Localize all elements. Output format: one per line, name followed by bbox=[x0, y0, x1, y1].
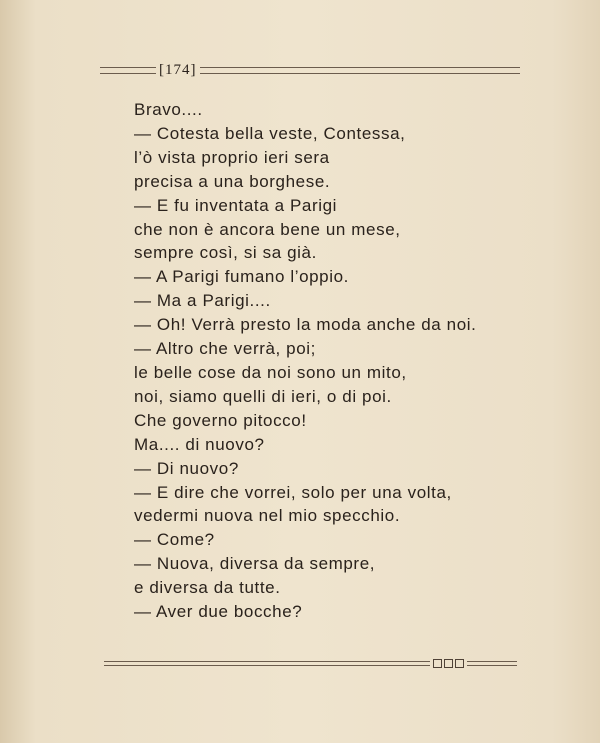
text-line: — Di nuovo? bbox=[134, 458, 239, 478]
text-line: e diversa da tutte. bbox=[134, 578, 281, 598]
square-ornament-icon bbox=[433, 659, 442, 668]
text-line: — E dire che vorrei, solo per una volta, bbox=[134, 482, 452, 502]
text-line: le belle cose da noi sono un mito, bbox=[134, 362, 407, 382]
text-line: — Nuova, diversa da sempre, bbox=[134, 554, 376, 574]
text-line: — Come? bbox=[134, 530, 215, 550]
text-line: precisa a una borghese. bbox=[134, 171, 331, 191]
page-header bbox=[100, 60, 520, 80]
text-line: che non è ancora bene un mese, bbox=[134, 219, 401, 239]
text-line: — Oh! Verrà presto la moda anche da noi. bbox=[134, 315, 477, 335]
text-line: Ma.... di nuovo? bbox=[134, 434, 265, 454]
text-line: — Aver due bocche? bbox=[134, 602, 303, 622]
text-line: — Ma a Parigi.... bbox=[134, 291, 271, 311]
text-line: Bravo.... bbox=[134, 100, 203, 119]
text-line: noi, siamo quelli di ieri, o di poi. bbox=[134, 386, 392, 406]
header-rule-right bbox=[200, 67, 521, 74]
poem-text bbox=[134, 98, 524, 624]
square-ornament-icon bbox=[444, 659, 453, 668]
text-line: — Cotesta bella veste, Contessa, bbox=[134, 123, 406, 143]
text-line: — E fu inventata a Parigi bbox=[134, 195, 338, 215]
text-line: vedermi nuova nel mio specchio. bbox=[134, 506, 401, 526]
footer-rule-left bbox=[104, 661, 430, 666]
text-line: — Altro che verrà, poi; bbox=[134, 339, 316, 359]
footer-rule-right bbox=[467, 661, 517, 666]
page-number: [174] bbox=[159, 61, 197, 78]
square-ornaments bbox=[430, 659, 467, 668]
header-rule-left bbox=[100, 67, 156, 74]
text-line: l’ò vista proprio ieri sera bbox=[134, 147, 330, 167]
text-line: sempre così, si sa già. bbox=[134, 243, 317, 263]
text-line: Che governo pitocco! bbox=[134, 410, 307, 430]
square-ornament-icon bbox=[455, 659, 464, 668]
text-line: — A Parigi fumano l’oppio. bbox=[134, 267, 349, 287]
page-footer-ornament bbox=[104, 656, 517, 670]
